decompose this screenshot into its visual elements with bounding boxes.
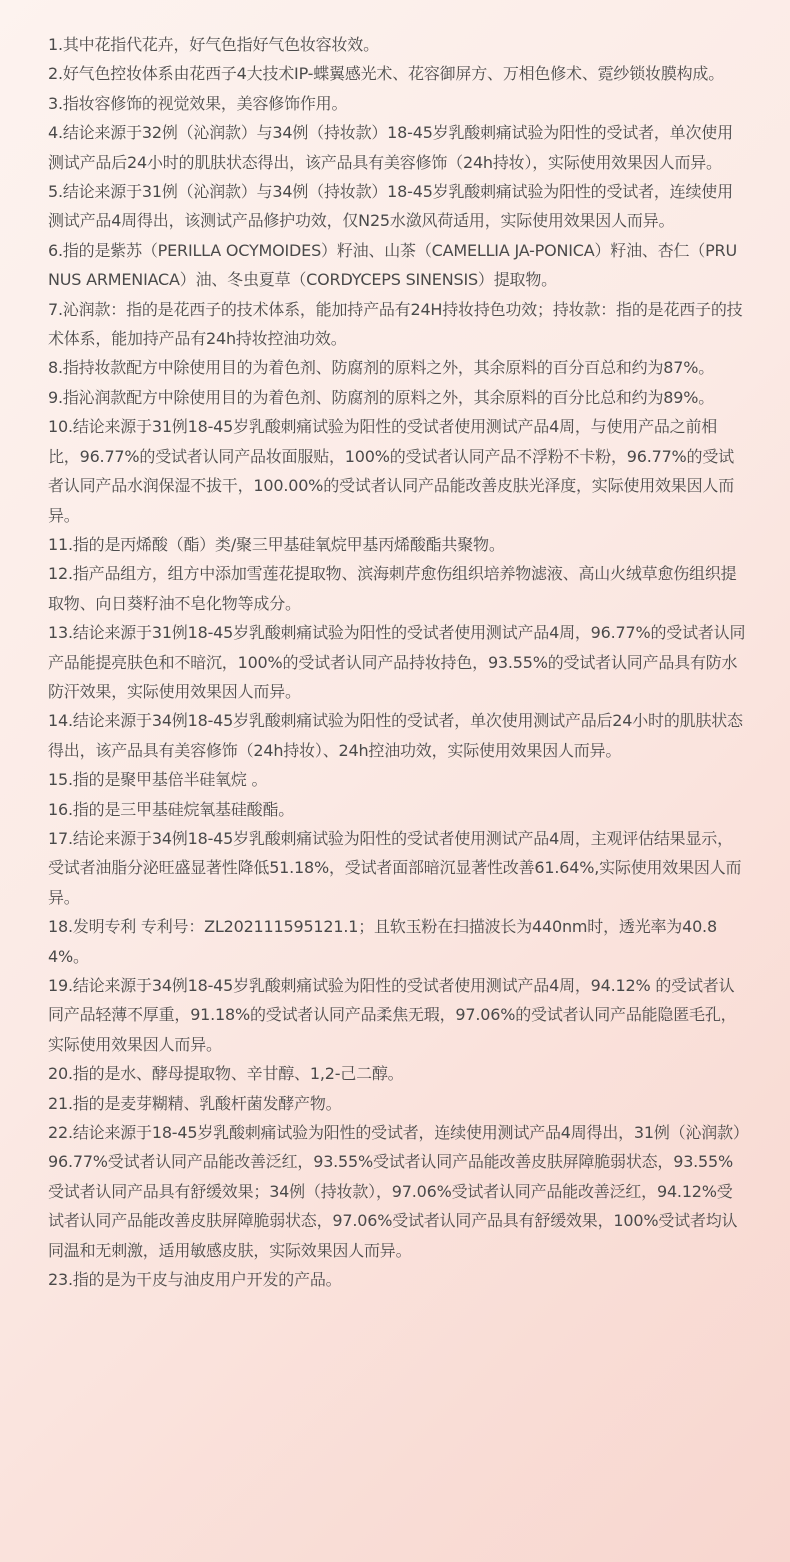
footnote-23: 23.指的是为干皮与油皮用户开发的产品。 bbox=[48, 1270, 342, 1290]
footnote-6: 6.指的是紫苏（PERILLA OCYMOIDES）籽油、山茶（CAMELLIA JA-PONICA）籽油、杏仁（PRUNUS ARMENIACA）油、冬虫夏草（CORDYCEPS SINENSIS）提取物。 bbox=[48, 240, 737, 290]
footnote-14: 14.结论来源于34例18-45岁乳酸刺痛试验为阳性的受试者，单次使用测试产品后24小时的肌肤状态得出，该产品具有美容修饰（24h持妆）、24h控油功效，实际使用效果因人而异。 bbox=[48, 711, 743, 760]
footnote-10: 10.结论来源于31例18-45岁乳酸刺痛试验为阳性的受试者使用测试产品4周，与使用产品之前相比，96.77%的受试者认同产品妆面服贴，100%的受试者认同产品不浮粉不卡粉，96.77%的受试者认同产品水润保湿不拔干，100.00%的受试者认同产品能改善皮肤光泽度，实际使用效果因人而异。 bbox=[48, 417, 734, 525]
footnote-2: 2.好气色控妆体系由花西子4大技术IP-蝶翼感光术、花容御屏方、万相色修术、霓纱锁妆膜构成。 bbox=[48, 64, 725, 84]
footnote-18: 18.发明专利 专利号：ZL202111595121.1；且软玉粉在扫描波长为440nm时，透光率为40.84%。 bbox=[48, 917, 717, 966]
footnote-8: 8.指持妆款配方中除使用目的为着色剂、防腐剂的原料之外，其余原料的百分百总和约为87%。 bbox=[48, 358, 715, 378]
footnote-9: 9.指沁润款配方中除使用目的为着色剂、防腐剂的原料之外，其余原料的百分比总和约为89%。 bbox=[48, 387, 715, 407]
footnote-4: 4.结论来源于32例（沁润款）与34例（持妆款）18-45岁乳酸刺痛试验为阳性的受试者，单次使用测试产品后24小时的肌肤状态得出，该产品具有美容修饰（24h持妆），实际使用效果因人而异。 bbox=[48, 123, 733, 172]
footnote-1: 1.其中花指代花卉，好气色指好气色妆容妆效。 bbox=[48, 35, 379, 54]
footnote-21: 21.指的是麦芽糊精、乳酸杆菌发酵产物。 bbox=[48, 1093, 342, 1113]
footnote-13: 13.结论来源于31例18-45岁乳酸刺痛试验为阳性的受试者使用测试产品4周，96.77%的受试者认同产品能提亮肤色和不暗沉，100%的受试者认同产品持妆持色，93.55%的受试者认同产品具有防水防汗效果，实际使用效果因人而异。 bbox=[48, 623, 746, 701]
footnote-7: 7.沁润款：指的是花西子的技术体系，能加持产品有24H持妆持色功效；持妆款：指的是花西子的技术体系，能加持产品有24h持妆控油功效。 bbox=[48, 299, 743, 349]
footnote-12: 12.指产品组方，组方中添加雪莲花提取物、滨海刺芹愈伤组织培养物滤液、高山火绒草愈伤组织提取物、向日葵籽油不皂化物等成分。 bbox=[48, 564, 737, 613]
footnote-15: 15.指的是聚甲基倍半硅氧烷 。 bbox=[48, 770, 268, 790]
footnote-19: 19.结论来源于34例18-45岁乳酸刺痛试验为阳性的受试者使用测试产品4周，94.12% 的受试者认同产品轻薄不厚重，91.18%的受试者认同产品柔焦无瑕，97.06%的受试者认同产品能隐匿毛孔，实际使用效果因人而异。 bbox=[48, 976, 737, 1054]
footnote-5: 5.结论来源于31例（沁润款）与34例（持妆款）18-45岁乳酸刺痛试验为阳性的受试者，连续使用测试产品4周得出，该测试产品修护功效，仅N25水潋风荷适用，实际使用效果因人而异。 bbox=[48, 182, 733, 231]
footnote-3: 3.指妆容修饰的视觉效果，美容修饰作用。 bbox=[48, 93, 348, 113]
footnote-17: 17.结论来源于34例18-45岁乳酸刺痛试验为阳性的受试者使用测试产品4周，主观评估结果显示，受试者油脂分泌旺盛显著性降低51.18%，受试者面部暗沉显著性改善61.64%,实际使用效果因人而异。 bbox=[48, 828, 742, 907]
footnote-16: 16.指的是三甲基硅烷氧基硅酸酯。 bbox=[48, 799, 295, 819]
footnote-list bbox=[48, 30, 748, 1294]
footnote-22: 22.结论来源于18-45岁乳酸刺痛试验为阳性的受试者，连续使用测试产品4周得出，31例（沁润款）96.77%受试者认同产品能改善泛红，93.55%受试者认同产品能改善皮肤屏障脆弱状态，93.55%受试者认同产品具有舒缓效果；34例（持妆款），97.06%受试者认同产品能改善泛红，94.12%受试者认同产品能改善皮肤屏障脆弱状态，97.06%受试者认同产品具有舒缓效果，100%受试者均认同温和无刺激，适用敏感皮肤，实际效果因人而异。 bbox=[48, 1123, 741, 1260]
footnote-20: 20.指的是水、酵母提取物、辛甘醇、1,2-己二醇。 bbox=[48, 1064, 404, 1084]
footnote-11: 11.指的是丙烯酸（酯）类/聚三甲基硅氧烷甲基丙烯酸酯共聚物。 bbox=[48, 534, 505, 554]
